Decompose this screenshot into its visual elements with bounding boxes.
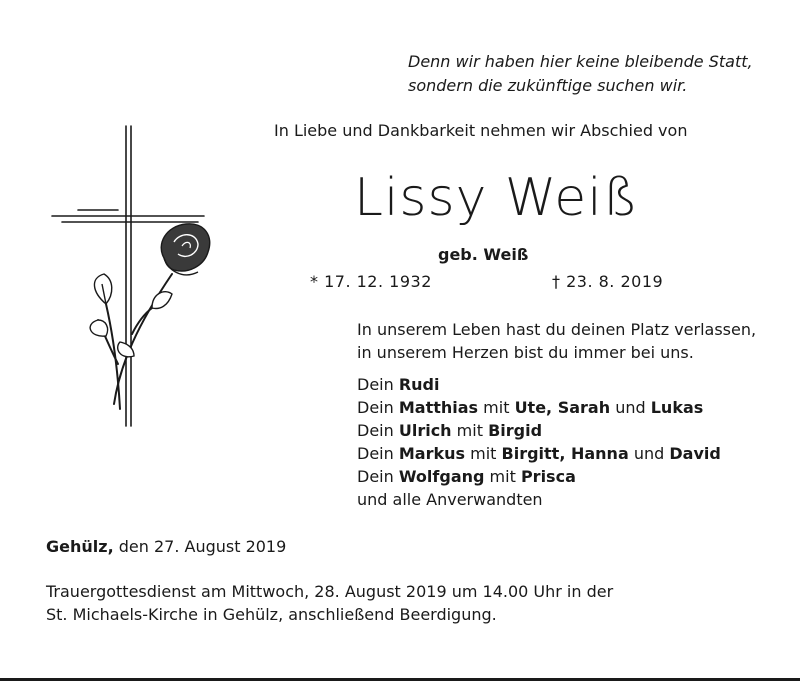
service-line-1: Trauergottesdienst am Mittwoch, 28. August 2019 um 14.00 Uhr in der bbox=[46, 582, 614, 601]
poem-line-1: In unserem Leben hast du deinen Platz verlassen, bbox=[357, 320, 757, 339]
death-date: † 23. 8. 2019 bbox=[552, 272, 664, 291]
service-line-2: St. Michaels-Kirche in Gehülz, anschließend Beerdigung. bbox=[46, 605, 497, 624]
bible-verse bbox=[408, 50, 753, 98]
place: Gehülz, bbox=[46, 537, 114, 556]
verse-line-2: sondern die zukünftige suchen wir. bbox=[408, 76, 688, 95]
date: den 27. August 2019 bbox=[118, 537, 287, 556]
verse-line-1: Denn wir haben hier keine bleibende Statt, bbox=[408, 52, 753, 71]
memorial-poem bbox=[357, 318, 756, 364]
farewell-intro: In Liebe und Dankbarkeit nehmen wir Abschied von bbox=[274, 121, 688, 140]
cross-with-rose-icon bbox=[48, 124, 218, 438]
funeral-service-info bbox=[46, 580, 613, 626]
mourner-line: Dein Markus mit Birgitt, Hanna und David bbox=[357, 444, 721, 463]
mourner-line: Dein Ulrich mit Birgid bbox=[357, 421, 543, 440]
maiden-name: geb. Weiß bbox=[438, 245, 529, 264]
place-and-date bbox=[46, 536, 286, 558]
mourner-line: und alle Anverwandten bbox=[357, 490, 543, 509]
mourner-line: Dein Matthias mit Ute, Sarah und Lukas bbox=[357, 398, 704, 417]
mourner-line: Dein Wolfgang mit Prisca bbox=[357, 467, 576, 486]
mourner-line: Dein Rudi bbox=[357, 375, 440, 394]
mourners-list bbox=[357, 373, 721, 511]
poem-line-2: in unserem Herzen bist du immer bei uns. bbox=[357, 343, 694, 362]
deceased-name: Lissy Weiß bbox=[354, 168, 639, 228]
birth-date: * 17. 12. 1932 bbox=[310, 272, 432, 291]
